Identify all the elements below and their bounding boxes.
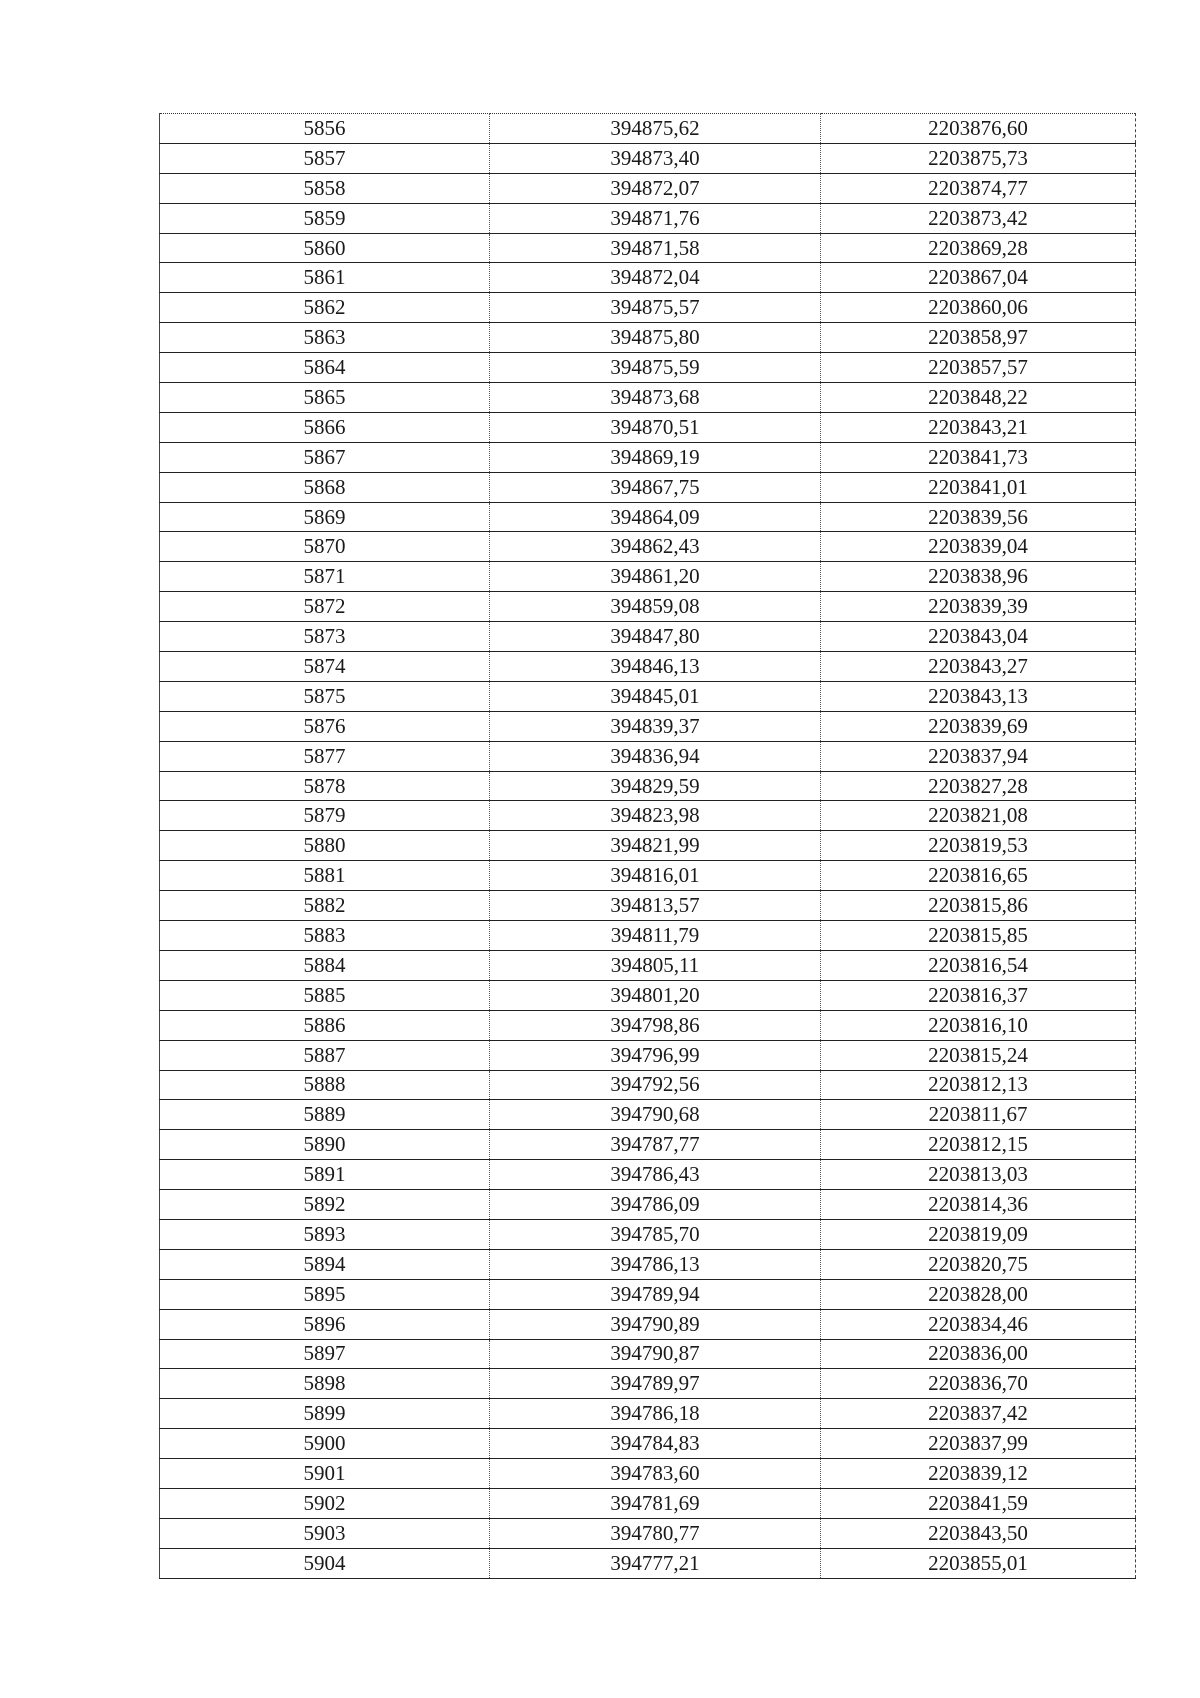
point-number-cell: 5864: [160, 353, 490, 383]
x-coordinate-cell: 394871,58: [490, 233, 821, 263]
x-coordinate-cell: 394792,56: [490, 1070, 821, 1100]
table-row: [160, 1488, 1136, 1518]
point-number-cell: 5881: [160, 861, 490, 891]
table-row: [160, 891, 1136, 921]
point-number-cell: 5882: [160, 891, 490, 921]
x-coordinate-cell: 394821,99: [490, 831, 821, 861]
y-coordinate-cell: 2203874,77: [821, 173, 1136, 203]
y-coordinate-cell: 2203816,65: [821, 861, 1136, 891]
point-number-cell: 5895: [160, 1279, 490, 1309]
table-row: [160, 233, 1136, 263]
x-coordinate-cell: 394875,80: [490, 323, 821, 353]
y-coordinate-cell: 2203839,04: [821, 532, 1136, 562]
table-row: [160, 1040, 1136, 1070]
point-number-cell: 5858: [160, 173, 490, 203]
table-row: [160, 980, 1136, 1010]
x-coordinate-cell: 394816,01: [490, 861, 821, 891]
point-number-cell: 5879: [160, 801, 490, 831]
point-number-cell: 5886: [160, 1010, 490, 1040]
x-coordinate-cell: 394823,98: [490, 801, 821, 831]
y-coordinate-cell: 2203843,27: [821, 652, 1136, 682]
point-number-cell: 5860: [160, 233, 490, 263]
x-coordinate-cell: 394871,76: [490, 203, 821, 233]
y-coordinate-cell: 2203839,56: [821, 502, 1136, 532]
point-number-cell: 5893: [160, 1219, 490, 1249]
x-coordinate-cell: 394784,83: [490, 1429, 821, 1459]
point-number-cell: 5863: [160, 323, 490, 353]
y-coordinate-cell: 2203816,54: [821, 950, 1136, 980]
point-number-cell: 5889: [160, 1100, 490, 1130]
point-number-cell: 5873: [160, 622, 490, 652]
coordinates-table-body: [160, 114, 1136, 1579]
point-number-cell: 5894: [160, 1249, 490, 1279]
point-number-cell: 5888: [160, 1070, 490, 1100]
table-row: [160, 114, 1136, 144]
x-coordinate-cell: 394790,68: [490, 1100, 821, 1130]
point-number-cell: 5857: [160, 143, 490, 173]
point-number-cell: 5861: [160, 263, 490, 293]
y-coordinate-cell: 2203821,08: [821, 801, 1136, 831]
x-coordinate-cell: 394862,43: [490, 532, 821, 562]
y-coordinate-cell: 2203811,67: [821, 1100, 1136, 1130]
point-number-cell: 5867: [160, 442, 490, 472]
x-coordinate-cell: 394867,75: [490, 472, 821, 502]
table-row: [160, 173, 1136, 203]
y-coordinate-cell: 2203815,85: [821, 921, 1136, 951]
y-coordinate-cell: 2203857,57: [821, 353, 1136, 383]
y-coordinate-cell: 2203812,13: [821, 1070, 1136, 1100]
y-coordinate-cell: 2203841,73: [821, 442, 1136, 472]
table-row: [160, 532, 1136, 562]
x-coordinate-cell: 394839,37: [490, 711, 821, 741]
point-number-cell: 5870: [160, 532, 490, 562]
x-coordinate-cell: 394777,21: [490, 1548, 821, 1578]
table-row: [160, 801, 1136, 831]
x-coordinate-cell: 394870,51: [490, 412, 821, 442]
point-number-cell: 5872: [160, 592, 490, 622]
table-row: [160, 383, 1136, 413]
point-number-cell: 5904: [160, 1548, 490, 1578]
x-coordinate-cell: 394780,77: [490, 1518, 821, 1548]
table-row: [160, 323, 1136, 353]
point-number-cell: 5865: [160, 383, 490, 413]
table-row: [160, 293, 1136, 323]
table-row: [160, 1459, 1136, 1489]
y-coordinate-cell: 2203837,94: [821, 741, 1136, 771]
table-row: [160, 652, 1136, 682]
y-coordinate-cell: 2203819,09: [821, 1219, 1136, 1249]
y-coordinate-cell: 2203873,42: [821, 203, 1136, 233]
x-coordinate-cell: 394783,60: [490, 1459, 821, 1489]
point-number-cell: 5898: [160, 1369, 490, 1399]
y-coordinate-cell: 2203843,50: [821, 1518, 1136, 1548]
table-row: [160, 263, 1136, 293]
x-coordinate-cell: 394786,09: [490, 1190, 821, 1220]
y-coordinate-cell: 2203815,86: [821, 891, 1136, 921]
x-coordinate-cell: 394813,57: [490, 891, 821, 921]
x-coordinate-cell: 394781,69: [490, 1488, 821, 1518]
x-coordinate-cell: 394787,77: [490, 1130, 821, 1160]
x-coordinate-cell: 394861,20: [490, 562, 821, 592]
table-row: [160, 1070, 1136, 1100]
y-coordinate-cell: 2203876,60: [821, 114, 1136, 144]
x-coordinate-cell: 394864,09: [490, 502, 821, 532]
x-coordinate-cell: 394789,94: [490, 1279, 821, 1309]
y-coordinate-cell: 2203814,36: [821, 1190, 1136, 1220]
point-number-cell: 5903: [160, 1518, 490, 1548]
x-coordinate-cell: 394801,20: [490, 980, 821, 1010]
x-coordinate-cell: 394796,99: [490, 1040, 821, 1070]
x-coordinate-cell: 394845,01: [490, 681, 821, 711]
point-number-cell: 5897: [160, 1339, 490, 1369]
point-number-cell: 5883: [160, 921, 490, 951]
y-coordinate-cell: 2203875,73: [821, 143, 1136, 173]
table-row: [160, 921, 1136, 951]
point-number-cell: 5875: [160, 681, 490, 711]
x-coordinate-cell: 394873,68: [490, 383, 821, 413]
table-row: [160, 1190, 1136, 1220]
y-coordinate-cell: 2203843,21: [821, 412, 1136, 442]
y-coordinate-cell: 2203827,28: [821, 771, 1136, 801]
x-coordinate-cell: 394873,40: [490, 143, 821, 173]
table-row: [160, 681, 1136, 711]
y-coordinate-cell: 2203816,10: [821, 1010, 1136, 1040]
table-row: [160, 771, 1136, 801]
table-row: [160, 1010, 1136, 1040]
x-coordinate-cell: 394786,13: [490, 1249, 821, 1279]
table-row: [160, 1100, 1136, 1130]
table-row: [160, 741, 1136, 771]
point-number-cell: 5871: [160, 562, 490, 592]
point-number-cell: 5885: [160, 980, 490, 1010]
y-coordinate-cell: 2203813,03: [821, 1160, 1136, 1190]
table-row: [160, 502, 1136, 532]
table-row: [160, 353, 1136, 383]
point-number-cell: 5902: [160, 1488, 490, 1518]
y-coordinate-cell: 2203867,04: [821, 263, 1136, 293]
table-row: [160, 442, 1136, 472]
point-number-cell: 5878: [160, 771, 490, 801]
x-coordinate-cell: 394875,59: [490, 353, 821, 383]
y-coordinate-cell: 2203839,39: [821, 592, 1136, 622]
x-coordinate-cell: 394785,70: [490, 1219, 821, 1249]
table-row: [160, 1160, 1136, 1190]
table-row: [160, 1130, 1136, 1160]
y-coordinate-cell: 2203837,42: [821, 1399, 1136, 1429]
y-coordinate-cell: 2203820,75: [821, 1249, 1136, 1279]
point-number-cell: 5887: [160, 1040, 490, 1070]
table-row: [160, 592, 1136, 622]
y-coordinate-cell: 2203855,01: [821, 1548, 1136, 1578]
table-row: [160, 562, 1136, 592]
y-coordinate-cell: 2203839,69: [821, 711, 1136, 741]
x-coordinate-cell: 394790,89: [490, 1309, 821, 1339]
y-coordinate-cell: 2203843,13: [821, 681, 1136, 711]
y-coordinate-cell: 2203838,96: [821, 562, 1136, 592]
y-coordinate-cell: 2203843,04: [821, 622, 1136, 652]
table-row: [160, 1548, 1136, 1578]
x-coordinate-cell: 394789,97: [490, 1369, 821, 1399]
x-coordinate-cell: 394811,79: [490, 921, 821, 951]
y-coordinate-cell: 2203848,22: [821, 383, 1136, 413]
x-coordinate-cell: 394846,13: [490, 652, 821, 682]
table-row: [160, 1339, 1136, 1369]
table-row: [160, 831, 1136, 861]
point-number-cell: 5901: [160, 1459, 490, 1489]
table-row: [160, 1279, 1136, 1309]
table-row: [160, 861, 1136, 891]
point-number-cell: 5868: [160, 472, 490, 502]
x-coordinate-cell: 394829,59: [490, 771, 821, 801]
x-coordinate-cell: 394875,62: [490, 114, 821, 144]
table-row: [160, 143, 1136, 173]
table-row: [160, 1309, 1136, 1339]
x-coordinate-cell: 394786,43: [490, 1160, 821, 1190]
x-coordinate-cell: 394798,86: [490, 1010, 821, 1040]
point-number-cell: 5877: [160, 741, 490, 771]
table-row: [160, 1518, 1136, 1548]
y-coordinate-cell: 2203828,00: [821, 1279, 1136, 1309]
y-coordinate-cell: 2203860,06: [821, 293, 1136, 323]
y-coordinate-cell: 2203841,59: [821, 1488, 1136, 1518]
point-number-cell: 5856: [160, 114, 490, 144]
point-number-cell: 5884: [160, 950, 490, 980]
table-row: [160, 1429, 1136, 1459]
table-row: [160, 1219, 1136, 1249]
y-coordinate-cell: 2203815,24: [821, 1040, 1136, 1070]
point-number-cell: 5866: [160, 412, 490, 442]
y-coordinate-cell: 2203839,12: [821, 1459, 1136, 1489]
y-coordinate-cell: 2203834,46: [821, 1309, 1136, 1339]
table-row: [160, 711, 1136, 741]
x-coordinate-cell: 394859,08: [490, 592, 821, 622]
x-coordinate-cell: 394872,07: [490, 173, 821, 203]
table-row: [160, 950, 1136, 980]
y-coordinate-cell: 2203836,70: [821, 1369, 1136, 1399]
table-row: [160, 203, 1136, 233]
x-coordinate-cell: 394786,18: [490, 1399, 821, 1429]
point-number-cell: 5896: [160, 1309, 490, 1339]
point-number-cell: 5880: [160, 831, 490, 861]
y-coordinate-cell: 2203837,99: [821, 1429, 1136, 1459]
point-number-cell: 5874: [160, 652, 490, 682]
point-number-cell: 5892: [160, 1190, 490, 1220]
y-coordinate-cell: 2203819,53: [821, 831, 1136, 861]
point-number-cell: 5876: [160, 711, 490, 741]
point-number-cell: 5890: [160, 1130, 490, 1160]
x-coordinate-cell: 394805,11: [490, 950, 821, 980]
y-coordinate-cell: 2203836,00: [821, 1339, 1136, 1369]
x-coordinate-cell: 394836,94: [490, 741, 821, 771]
table-row: [160, 412, 1136, 442]
table-row: [160, 622, 1136, 652]
y-coordinate-cell: 2203858,97: [821, 323, 1136, 353]
y-coordinate-cell: 2203841,01: [821, 472, 1136, 502]
y-coordinate-cell: 2203816,37: [821, 980, 1136, 1010]
x-coordinate-cell: 394872,04: [490, 263, 821, 293]
y-coordinate-cell: 2203812,15: [821, 1130, 1136, 1160]
y-coordinate-cell: 2203869,28: [821, 233, 1136, 263]
table-row: [160, 1399, 1136, 1429]
x-coordinate-cell: 394847,80: [490, 622, 821, 652]
x-coordinate-cell: 394790,87: [490, 1339, 821, 1369]
point-number-cell: 5859: [160, 203, 490, 233]
point-number-cell: 5900: [160, 1429, 490, 1459]
x-coordinate-cell: 394869,19: [490, 442, 821, 472]
point-number-cell: 5862: [160, 293, 490, 323]
point-number-cell: 5869: [160, 502, 490, 532]
x-coordinate-cell: 394875,57: [490, 293, 821, 323]
table-row: [160, 1249, 1136, 1279]
table-row: [160, 1369, 1136, 1399]
coordinates-table: [159, 113, 1136, 1579]
point-number-cell: 5891: [160, 1160, 490, 1190]
table-row: [160, 472, 1136, 502]
point-number-cell: 5899: [160, 1399, 490, 1429]
